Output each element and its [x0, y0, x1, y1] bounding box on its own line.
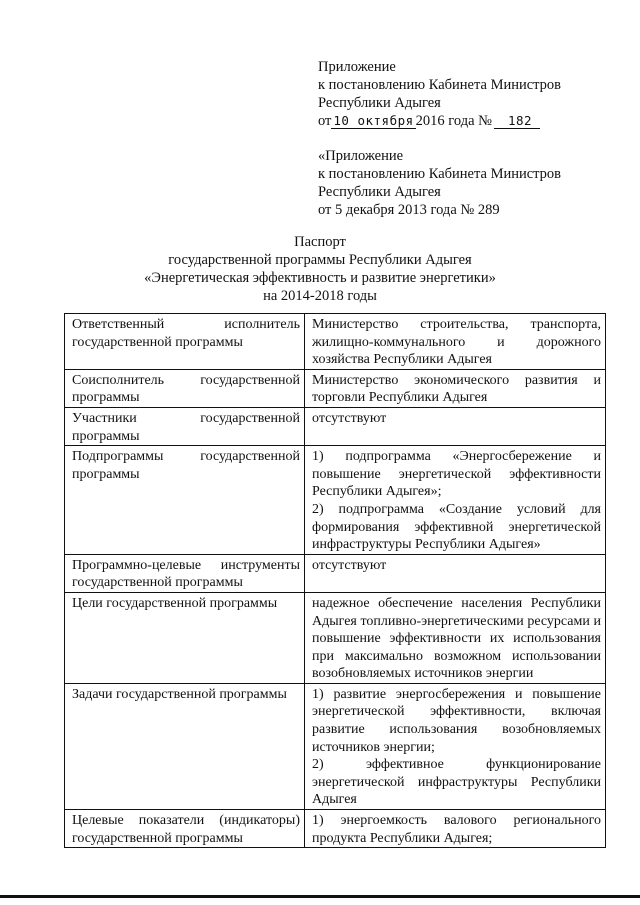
table-row [65, 554, 606, 592]
value-paragraph: Министерство экономического развития и торговли Республики Адыгея [312, 372, 601, 406]
title-line: Паспорт [294, 234, 346, 250]
table-row [65, 592, 606, 683]
value-paragraph: надежное обеспечение населения Республики Адыгея топливно-энергетическими ресурсами и повышение эффективности их использования при максимально возможном использовании возобновляемых источников энергии [312, 595, 601, 682]
date-suffix: 2016 года № [415, 113, 492, 129]
row-value [305, 683, 606, 809]
row-label: Подпрограммы государственной программы [65, 446, 305, 555]
title-line: на 2014-2018 годы [263, 288, 377, 304]
row-value [305, 314, 606, 370]
table-row [65, 407, 606, 445]
title-line: государственной программы Республики Адыгея [168, 252, 472, 268]
value-paragraph: 2) эффективное функционирование энергетической инфраструктуры Республики Адыгея [312, 757, 601, 808]
value-paragraph: Министерство строительства, транспорта, жилищно-коммунального и дорожного хозяйства Республики Адыгея [312, 317, 601, 368]
prior-appendix-line: к постановлению Кабинета Министров [318, 166, 562, 182]
prior-appendix-line: от 5 декабря 2013 года № 289 [318, 202, 500, 218]
document-title [100, 233, 540, 305]
value-paragraph: отсутствуют [312, 557, 387, 573]
row-value [305, 446, 606, 555]
prior-appendix-line: «Приложение [318, 148, 404, 164]
row-label: Задачи государственной программы [65, 683, 305, 809]
appendix-line: Республики Адыгея [318, 95, 441, 111]
table-row [65, 683, 606, 809]
value-paragraph: 1) подпрограмма «Энергосбережение и повышение энергетической эффективности Республики Адыгея»; [312, 449, 601, 500]
table-row [65, 446, 606, 555]
appendix-header [318, 58, 618, 130]
row-label: Программно-целевые инструменты государственной программы [65, 554, 305, 592]
table-row [65, 314, 606, 370]
handwritten-date: 10 октября [333, 113, 414, 128]
appendix-line: к постановлению Кабинета Министров [318, 77, 562, 93]
date-prefix: от [318, 113, 332, 129]
page-edge-rule [0, 895, 640, 898]
row-value [305, 407, 606, 445]
prior-appendix-header [318, 147, 618, 219]
prior-appendix-line: Республики Адыгея [318, 184, 441, 200]
row-label: Ответственный исполнитель государственной программы [65, 314, 305, 370]
row-label: Цели государственной программы [65, 592, 305, 683]
row-label: Участники государственной программы [65, 407, 305, 445]
table-row [65, 810, 606, 848]
value-paragraph: 1) развитие энергосбережения и повышение энергетической эффективности, включая развитие использования возобновляемых источников энергии; [312, 686, 601, 755]
handwritten-number: 182 [494, 114, 540, 129]
appendix-date-line [318, 112, 618, 130]
value-paragraph: отсутствуют [312, 410, 387, 426]
value-paragraph: 2) подпрограмма «Создание условий для формирования эффективной энергетической инфраструктуры Республики Адыгея» [312, 501, 601, 553]
row-value [305, 554, 606, 592]
passport-table [64, 313, 606, 848]
row-value [305, 592, 606, 683]
table-row [65, 369, 606, 407]
title-line: «Энергетическая эффективность и развитие энергетики» [144, 270, 496, 286]
value-paragraph: 1) энергоемкость валового регионального продукта Республики Адыгея; [312, 813, 601, 846]
row-value [305, 369, 606, 407]
row-label: Соисполнитель государственной программы [65, 369, 305, 407]
row-label: Целевые показатели (индикаторы) государственной программы [65, 810, 305, 848]
appendix-line: Приложение [318, 59, 396, 75]
row-value [305, 810, 606, 848]
